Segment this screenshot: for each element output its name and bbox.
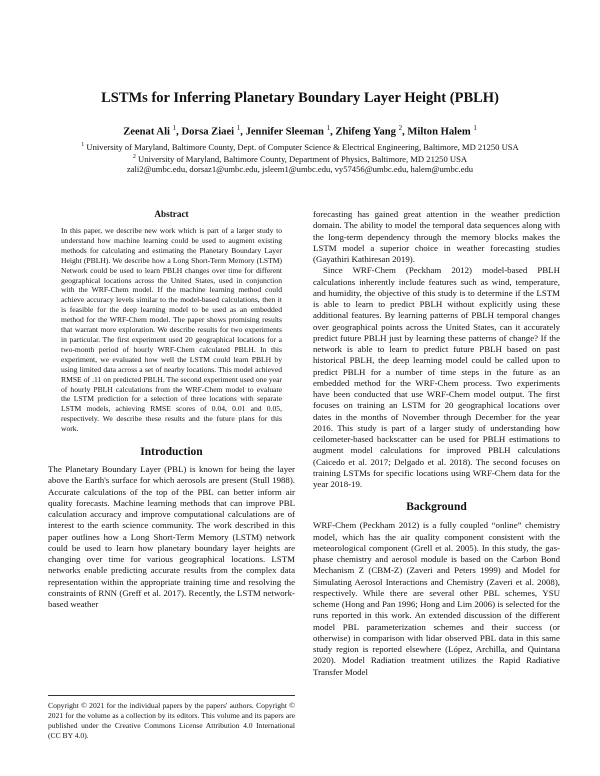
abstract-text: In this paper, we describe new work which is part of a larger study to understand how machine learning could be used to augment existing methods for calculating and estimating the Planetary Boundary Layer Height (PBLH). We describe how a Long Short-Term Memory (LSTM) Network could be used to learn PBLH changes over time for different geographical locations across the United States, used in conjunction with the WRF-Chem model. If the machine learning method could achieve accuracy levels similar to the model-based calculations, then it is feasible for the deep learning model to be used as an embedded method for the WRF-Chem model. The paper shows promising results that warrant more exploration. We describe results for two experiments in particular. The first experiment used 20 geographical locations for a two-month period of hourly WRF-Chem calculated PBLH. In this experiment, we evaluated how well the LSTM could learn PBLH by using limited data across a set of nearby locations. This model achieved RMSE of .11 on predicted PBLH. The second experiment used one year of hourly PBLH calculations from the WRF-Chem model to evaluate the LSTM prediction for a selection of three locations with separate LSTM models, achieving RMSE scores of 0.04, 0.01 and 0.05, respectively. We describe these results and the future plans for this work. bbox=[61, 226, 282, 434]
background-paragraph: WRF-Chem (Peckham 2012) is a fully coupled “online” chemistry model, which has the air quality component consistent with the meteorological component (Grell et al. 2005). In this study, the gas-phase chemistry and aerosol module is based on the Carbon Bond Mechanism Z (CBM-Z) (Zaveri and Peters 1999) and Model for Simulating Aerosol Interactions and Chemistry (Zaveri et al. 2008), respectively. While there are several other PBL schemes, YSU scheme (Hong and Pan 1996; Hong and Lim 2006) is selected for the runs reported in this work. An extended discussion of the different model PBL parameterization schemes and their success (or otherwise) in comparison with lidar observed PBL data in this same study region is reported elsewhere (López, Archilla, and Quintana 2020). Model Radiation treatment utilizes the Rapid Radiative Transfer Model bbox=[313, 520, 560, 677]
affiliation-text: University of Maryland, Baltimore County, Dept. of Computer Science & Electrical Engineering, Baltimore, MD 21250 USA bbox=[86, 141, 519, 152]
introduction-paragraph: Since WRF-Chem (Peckham 2012) model-based PBLH calculations inherently include features such as wind, temperature, and humidity, the objective of this study is to determine if the LSTM is able to learn to predict PBLH without explicitly using these additional features. By learning patterns of PBLH temporal changes over geographical points across the United States, can it accurately predict future PBLH just by learning these patterns of change? If the network is able to learn to predict future PBLH based on past historical PBLH, the deep learning model could be called upon to predict PBLH for a number of time steps in the future as an embedded method for the WRF-Chem process. Two experiments have been conducted that use WRF-Chem model output. The first focuses on training an LSTM for 20 geographical locations over dates in the months of November through December for the year 2016. This study is part of a larger study of understanding how ceilometer-based backscatter can be used for PBLH estimations to augment model calculations for improved PBLH calculations (Caicedo et al. 2017; Delgado et al. 2018). The second focuses on training LSTMs for specific locations using WRF-Chem data for the year 2018-19. bbox=[313, 265, 560, 489]
author-separator: , bbox=[240, 126, 246, 138]
affiliation-text: University of Maryland, Baltimore County, Department of Physics, Baltimore, MD 21250 USA bbox=[138, 153, 468, 164]
author-name: Jennifer Sleeman bbox=[245, 126, 324, 138]
author-name: Milton Halem bbox=[407, 126, 471, 138]
author-name: Dorsa Ziaei bbox=[181, 126, 235, 138]
author-affiliation-mark: 1 bbox=[172, 124, 177, 132]
affiliation-mark: 2 bbox=[132, 154, 136, 160]
author-name: Zhifeng Yang bbox=[335, 126, 396, 138]
author-name: Zeenat Ali bbox=[123, 126, 170, 138]
introduction-heading: Introduction bbox=[140, 446, 203, 459]
author-affiliation-mark: 1 bbox=[236, 124, 241, 132]
author-emails: zali2@umbc.edu, dorsaz1@umbc.edu, jsleem1@umbc.edu, vy57456@umbc.edu, halem@umbc.edu bbox=[126, 164, 474, 174]
introduction-paragraph-continued: forecasting has gained great attention in the weather prediction domain. The ability to model the temporal data sequences along with the long-term dependency through the memory blocks makes the LSTM model a superior choice in weather forecasting studies (Gayathiri Kathiresan 2019). bbox=[313, 209, 560, 264]
author-affiliation-mark: 1 bbox=[473, 124, 477, 132]
copyright-footnote: Copyright © 2021 for the individual papers by the papers' authors. Copyright © 2021 for the volume as a collection by its editors. This volume and its papers are published under the Creative Commons License Attribution 4.0 International (CC BY 4.0). bbox=[48, 695, 295, 741]
abstract-heading: Abstract bbox=[154, 209, 189, 219]
author-separator: , bbox=[330, 126, 336, 138]
author-separator: , bbox=[176, 126, 182, 138]
author-affiliation-mark: 2 bbox=[398, 124, 403, 132]
introduction-paragraph: The Planetary Boundary Layer (PBL) is known for being the layer above the Earth's surface for which aerosols are present (Stull 1988). Accurate calculations of the top of the PBL can better inform air quality forecasts. Machine learning methods that can improve PBL calculation accuracy and improve computational calculations are of interest to the earth science community. The work described in this paper outlines how a Long Short-Term Memory (LSTM) network could be used to learn how planetary boundary layer heights are changing over time for various geographical locations. LSTM networks enable predicting accurate results from the complex data representation within the appropriate training time and resolving the constraints of RNN (Greff et al. 2017). Recently, the LSTM network-based weather bbox=[48, 464, 295, 610]
left-column bbox=[48, 209, 295, 610]
author-affiliation-mark: 1 bbox=[326, 124, 331, 132]
background-heading: Background bbox=[406, 501, 467, 514]
paper-title: LSTMs for Inferring Planetary Boundary Layer Height (PBLH) bbox=[101, 90, 499, 106]
author-separator: , bbox=[402, 126, 408, 138]
affiliation-mark: 1 bbox=[81, 142, 85, 148]
right-column bbox=[313, 209, 560, 678]
author-list bbox=[40, 124, 560, 138]
